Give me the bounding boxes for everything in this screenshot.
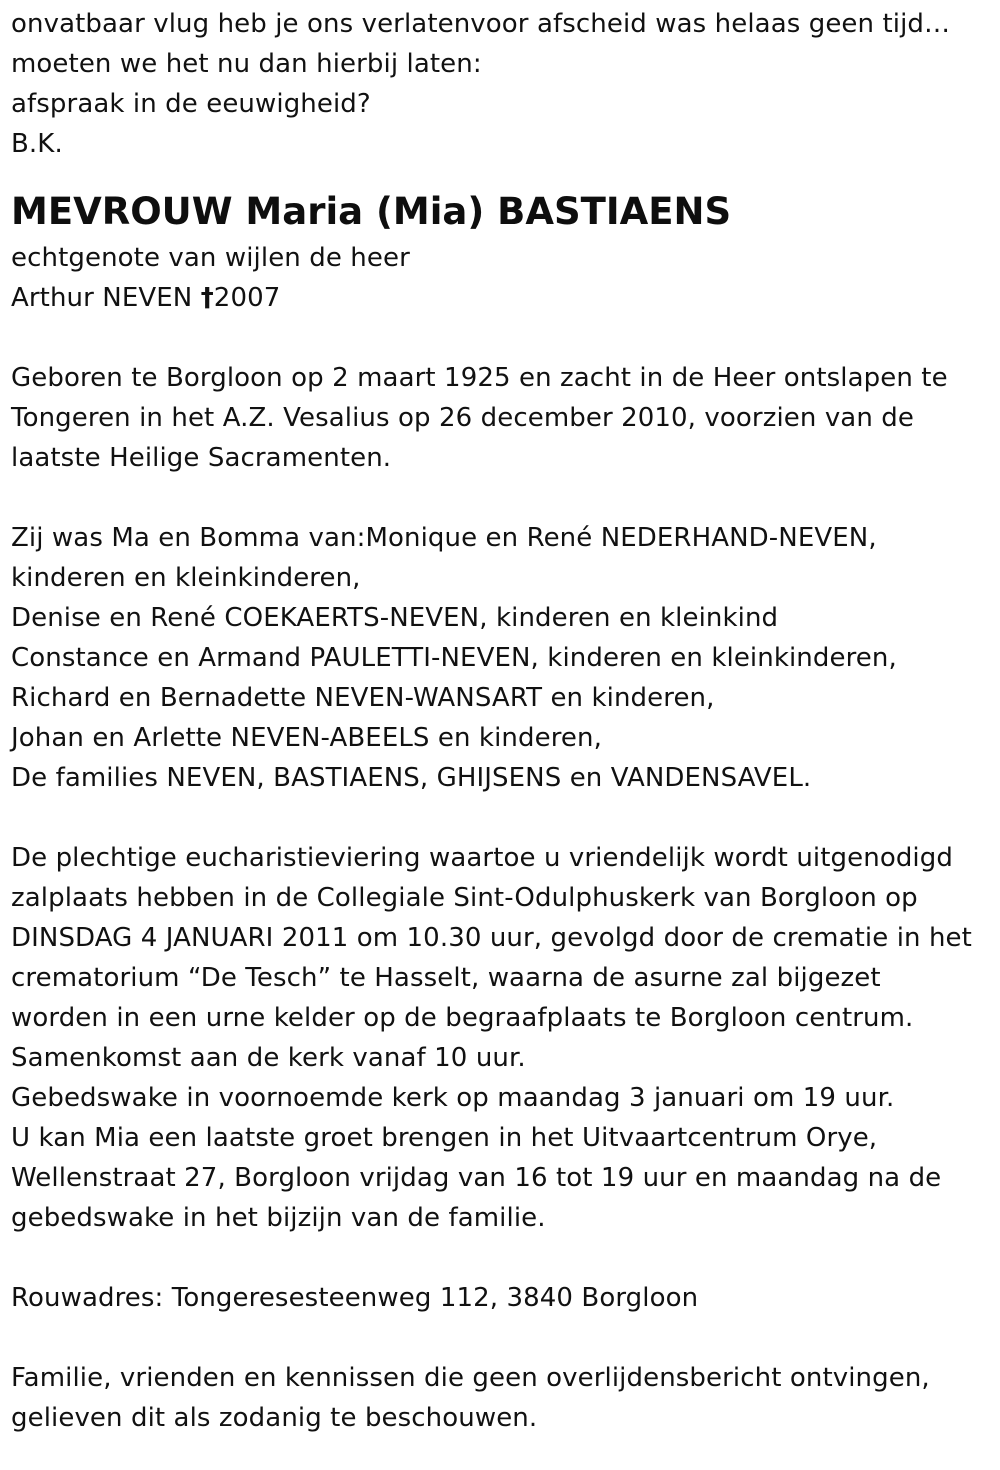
paragraph-line: laatste Heilige Sacramenten. — [11, 443, 392, 473]
poem-line: afspraak in de eeuwigheid? — [11, 89, 371, 119]
family-line: Constance en Armand PAULETTI-NEVEN, kinderen en kleinkinderen, — [11, 643, 897, 673]
poem-section — [11, 4, 991, 164]
poem-line: moeten we het nu dan hierbij laten: — [11, 49, 482, 79]
ceremony-line: gebedswake in het bijzijn van de familie. — [11, 1203, 546, 1233]
closing-line: Familie, vrienden en kennissen die geen overlijdensbericht ontvingen, — [11, 1363, 930, 1393]
ceremony-paragraph — [11, 838, 991, 1238]
spouse-name-line — [11, 278, 991, 318]
ceremony-line: DINSDAG 4 JANUARI 2011 om 10.30 uur, gevolgd door de crematie in het — [11, 923, 972, 953]
address-paragraph — [11, 1278, 991, 1318]
birth-death-paragraph — [11, 358, 991, 478]
family-line: Zij was Ma en Bomma van:Monique en René NEDERHAND-NEVEN, — [11, 523, 877, 553]
ceremony-line: worden in een urne kelder op de begraafplaats te Borgloon centrum. — [11, 1003, 914, 1033]
ceremony-line: Gebedswake in voornoemde kerk op maandag 3 januari om 19 uur. — [11, 1083, 895, 1113]
deceased-name-heading: MEVROUW Maria (Mia) BASTIAENS — [11, 190, 732, 233]
spacer — [11, 798, 991, 838]
family-paragraph — [11, 518, 991, 798]
spacer — [11, 478, 991, 518]
spacer — [11, 318, 991, 358]
family-line: De families NEVEN, BASTIAENS, GHIJSENS en VANDENSAVEL. — [11, 763, 812, 793]
paragraph-line: Tongeren in het A.Z. Vesalius op 26 december 2010, voorzien van de — [11, 403, 914, 433]
closing-line: gelieven dit als zodanig te beschouwen. — [11, 1403, 538, 1433]
ceremony-line: crematorium “De Tesch” te Hasselt, waarna de asurne zal bijgezet — [11, 963, 881, 993]
cross-icon: † — [200, 283, 214, 313]
spacer — [11, 164, 991, 190]
spacer — [11, 1318, 991, 1358]
family-line: Denise en René COEKAERTS-NEVEN, kinderen en kleinkind — [11, 603, 779, 633]
spacer — [11, 1238, 991, 1278]
spouse-death-year: 2007 — [213, 283, 281, 313]
obituary-document — [11, 4, 991, 1438]
spouse-name: Arthur NEVEN — [11, 283, 201, 313]
poem-signature: B.K. — [11, 129, 63, 159]
ceremony-line: De plechtige eucharistieviering waartoe u vriendelijk wordt uitgenodigd — [11, 843, 953, 873]
family-line: Richard en Bernadette NEVEN-WANSART en kinderen, — [11, 683, 715, 713]
family-line: Johan en Arlette NEVEN-ABEELS en kinderen, — [11, 723, 602, 753]
ceremony-line: Wellenstraat 27, Borgloon vrijdag van 16 tot 19 uur en maandag na de — [11, 1163, 942, 1193]
ceremony-line: Samenkomst aan de kerk vanaf 10 uur. — [11, 1043, 526, 1073]
mourning-address: Rouwadres: Tongeresesteenweg 112, 3840 Borgloon — [11, 1283, 699, 1313]
deceased-section — [11, 190, 991, 318]
spouse-line: echtgenote van wijlen de heer — [11, 243, 410, 273]
ceremony-line: zalplaats hebben in de Collegiale Sint-Odulphuskerk van Borgloon op — [11, 883, 918, 913]
paragraph-line: Geboren te Borgloon op 2 maart 1925 en zacht in de Heer ontslapen te — [11, 363, 948, 393]
family-line: kinderen en kleinkinderen, — [11, 563, 361, 593]
ceremony-line: U kan Mia een laatste groet brengen in het Uitvaartcentrum Orye, — [11, 1123, 878, 1153]
poem-line: onvatbaar vlug heb je ons verlatenvoor afscheid was helaas geen tijd… — [11, 9, 951, 39]
closing-paragraph — [11, 1358, 991, 1438]
